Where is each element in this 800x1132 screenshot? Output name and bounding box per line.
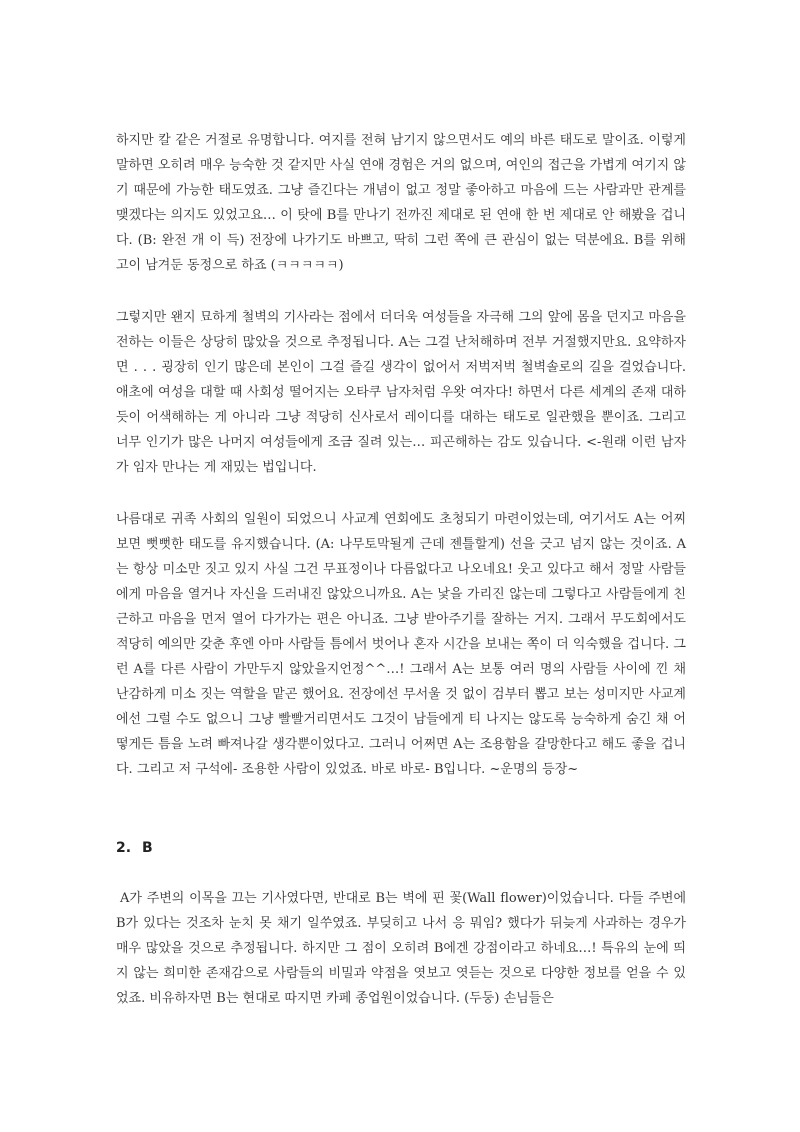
section-paragraph: A가 주변의 이목을 끄는 기사였다면, 반대로 B는 벽에 핀 꽃(Wall flower)이었습니다. 다들 주변에 B가 있다는 것조차 눈치 못 채기 일쑤였죠. 부딪히고 나서 응 뭐임? 했다가 뒤늦게 사과하는 경우가 매우 많았을 것으로 추정됩니다. 하지만 그 점이 오히려 B에겐 강점이라고 하네요…! 특유의 눈에 띄지 않는 희미한 존재감으로 사람들의 비밀과 약점을 엿보고 엿듣는 것으로 다양한 정보를 얻을 수 있었죠. 비유하자면 B는 현대로 따지면 카페 종업원이었습니다. (두둥) 손님들은: [116, 891, 686, 1006]
paragraph-1: 하지만 칼 같은 거절로 유명합니다. 여지를 전혀 남기지 않으면서도 예의 바른 태도로 말이죠. 이렇게 말하면 오히려 매우 능숙한 것 같지만 사실 연애 경험은 거의 없으며, 여인의 접근을 가볍게 여기지 않기 때문에 가능한 태도였죠. 그냥 즐긴다는 개념이 없고 정말 좋아하고 마음에 드는 사람과만 관계를 맺겠다는 의지도 있었고요… 이 탓에 B를 만나기 전까진 제대로 된 연애 한 번 제대로 안 해봤을 겁니다. (B: 완전 개 이 득) 전장에 나가기도 바쁘고, 딱히 그런 쪽에 큰 관심이 없는 덕분에요. B를 위해 고이 남겨둔 동정으로 하죠 (ㅋㅋㅋㅋㅋ): [116, 133, 686, 273]
document-body: [116, 128, 686, 1038]
paragraph-3: 나름대로 귀족 사회의 일원이 되었으니 사교계 연회에도 초청되기 마련이었는데, 여기서도 A는 어찌 보면 뻣뻣한 태도를 유지했습니다. (A: 나무토막될게 근데 젠틀할게) 선을 긋고 넘지 않는 것이죠. A는 항상 미소만 짓고 있지 사실 그건 무표정이나 다름없다고 나오네요! 웃고 있다고 해서 정말 사람들에게 마음을 열거나 자신을 드러내진 않았으니까요. A는 낯을 가리진 않는데 그렇다고 사람들에게 친근하고 마음을 먼저 열어 다가가는 편은 아니죠. 그냥 받아주기를 잘하는 거지. 그래서 무도회에서도 적당히 예의만 갖춘 후엔 아마 사람들 틈에서 벗어나 혼자 시간을 보내는 쪽이 더 익숙했을 겁니다. 그런 A를 다른 사람이 가만두지 않았을지언정^^…! 그래서 A는 보통 여러 명의 사람들 사이에 낀 채 난감하게 미소 짓는 역할을 맡곤 했어요. 전장에선 무서울 것 없이 검부터 뽑고 보는 성미지만 사교계에선 그럴 수도 없으니 그냥 빨빨거리면서도 그것이 남들에게 티 나지는 않도록 능숙하게 숨긴 채 어떻게든 틈을 노려 빠져나갈 생각뿐이었다고. 그러니 어쩌면 A는 조용함을 갈망한다고 해도 좋을 겁니다. 그리고 저 구석에- 조용한 사람이 있었죠. 바로 바로- B입니다. ~운명의 등장~: [116, 512, 686, 777]
section-title: B: [142, 840, 153, 856]
paragraph-2: 그렇지만 왠지 묘하게 철벽의 기사라는 점에서 더더욱 여성들을 자극해 그의 앞에 몸을 던지고 마음을 전하는 이들은 상당히 많았을 것으로 추정됩니다. A는 그걸 난처해하며 전부 거절했지만요. 요약하자면 . . . 굉장히 인기 많은데 본인이 그걸 즐길 생각이 없어서 저벅저벅 철벽솔로의 길을 걸었습니다. 애초에 여성을 대할 때 사회성 떨어지는 오타쿠 남자처럼 우왓 여자다! 하면서 다른 세계의 존재 대하듯이 어색해하는 게 아니라 그냥 적당히 신사로서 레이디를 대하는 태도로 일관했을 뿐이죠. 그리고 너무 인기가 많은 나머지 여성들에게 조금 질려 있는… 피곤해하는 감도 있습니다. <-원래 이런 남자가 임자 만나는 게 재밌는 법입니다.: [116, 310, 686, 475]
section-number: 2.: [116, 840, 132, 856]
section-heading: [116, 836, 686, 861]
